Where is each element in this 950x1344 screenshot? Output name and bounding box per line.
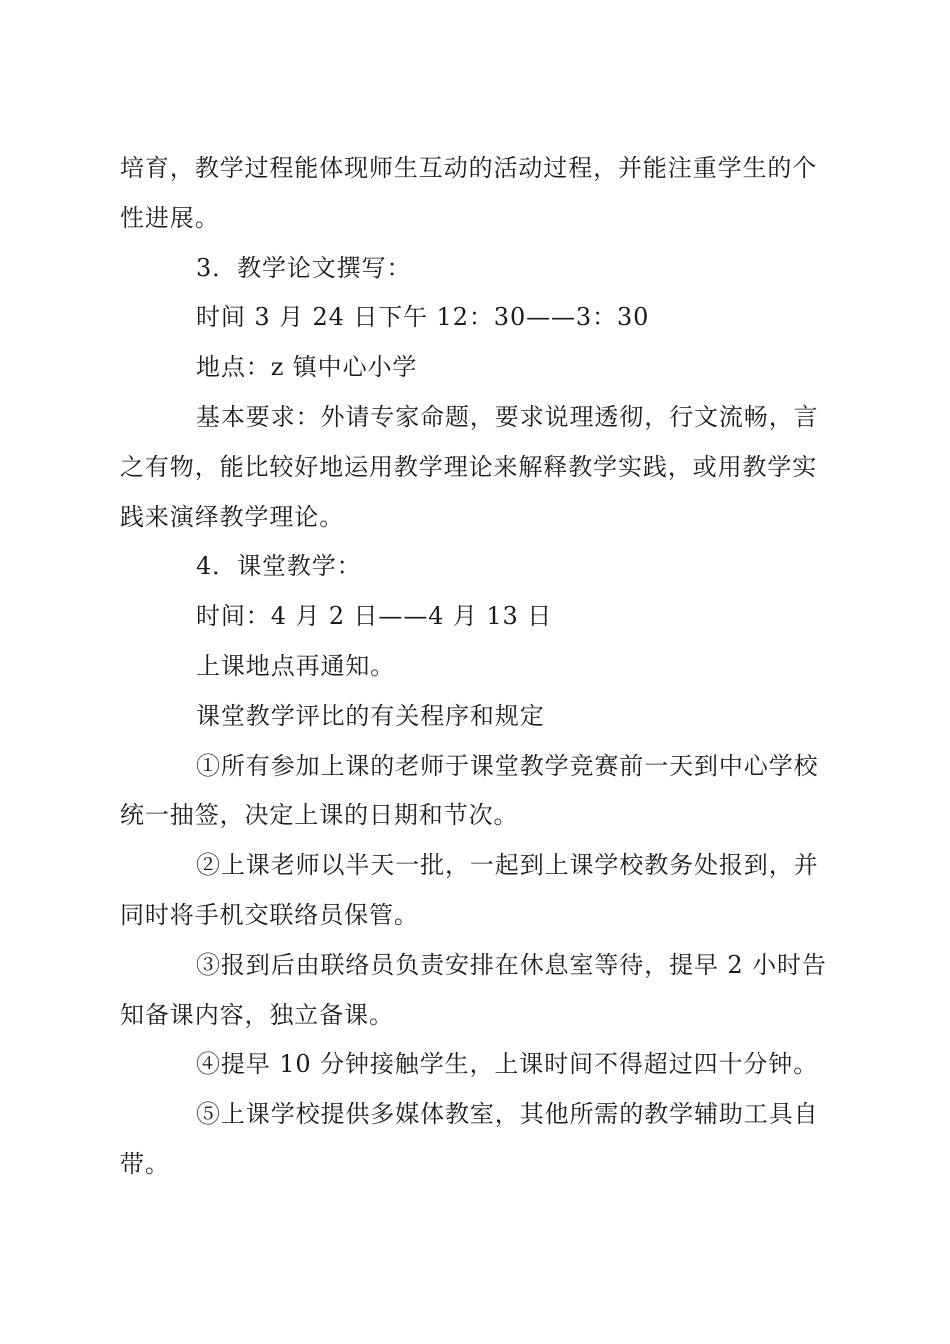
text-line-time: 时间：4 月 2 日——4 月 13 日 bbox=[196, 602, 553, 631]
text-line-rules-heading: 课堂教学评比的有关程序和规定 bbox=[196, 701, 545, 730]
rule-item-2: ②上课老师以半天一批，一起到上课学校教务处报到，并 bbox=[196, 851, 819, 880]
section-heading-paper-writing: 3．教学论文撰写： bbox=[196, 253, 412, 282]
text-line-time: 时间 3 月 24 日下午 12：30——3：30 bbox=[196, 303, 650, 332]
rule-item-1: ①所有参加上课的老师于课堂教学竞赛前一天到中心学校 bbox=[196, 751, 819, 780]
text-line-location: 地点：z 镇中心小学 bbox=[196, 353, 418, 382]
text-line: 践来演绎教学理论。 bbox=[120, 502, 345, 531]
text-line: 同时将手机交联络员保管。 bbox=[120, 900, 419, 929]
text-line-location: 上课地点再通知。 bbox=[196, 651, 396, 680]
rule-item-4: ④提早 10 分钟接触学生，上课时间不得超过四十分钟。 bbox=[196, 1050, 819, 1079]
text-line-requirements: 基本要求：外请专家命题，要求说理透彻，行文流畅，言 bbox=[196, 402, 819, 431]
rule-item-5: ⑤上课学校提供多媒体教室，其他所需的教学辅助工具自 bbox=[196, 1100, 819, 1129]
text-line: 培育，教学过程能体现师生互动的活动过程，并能注重学生的个 bbox=[120, 154, 818, 182]
text-line: 知备课内容，独立备课。 bbox=[120, 1000, 394, 1029]
text-line: 性进展。 bbox=[120, 203, 220, 232]
rule-item-3: ③报到后由联络员负责安排在休息室等待，提早 2 小时告 bbox=[196, 950, 827, 979]
text-line: 之有物，能比较好地运用教学理论来解释教学实践，或用教学实 bbox=[120, 452, 818, 481]
text-line: 带。 bbox=[120, 1149, 170, 1178]
document-body bbox=[120, 144, 840, 1190]
section-heading-classroom-teaching: 4．课堂教学： bbox=[196, 552, 362, 581]
text-line: 统一抽签，决定上课的日期和节次。 bbox=[120, 801, 519, 830]
